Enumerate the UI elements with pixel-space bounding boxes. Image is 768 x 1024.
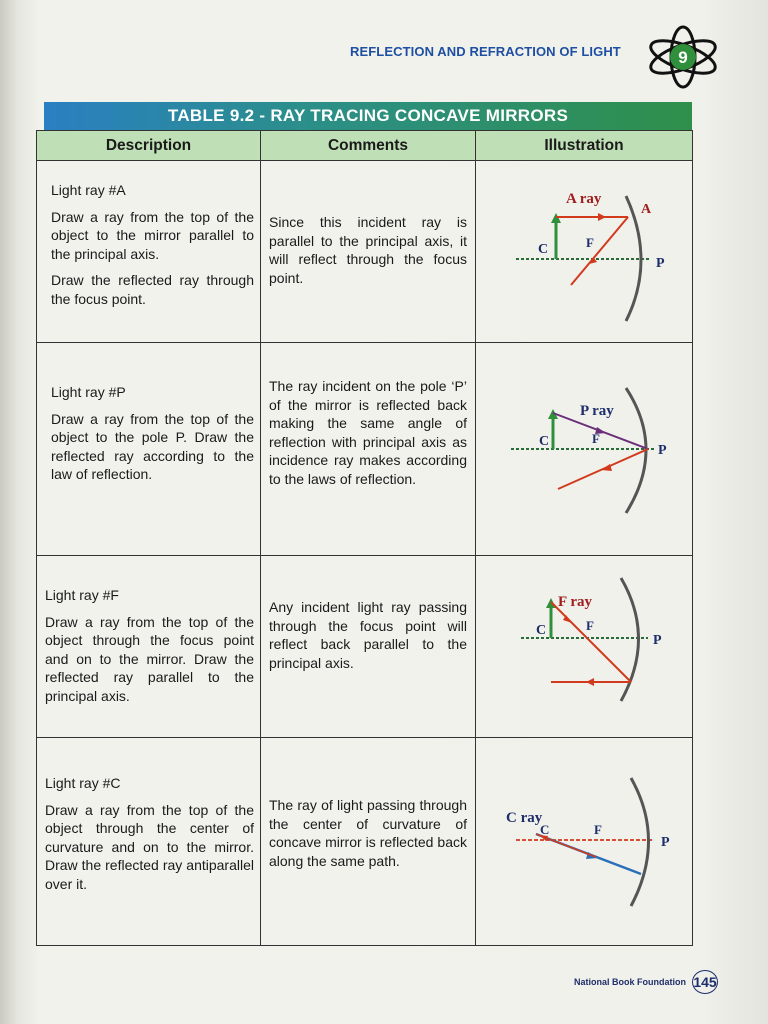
point-c-label: C: [536, 623, 547, 638]
publisher-name: National Book Foundation: [574, 977, 686, 987]
point-a-label: A: [641, 202, 652, 217]
description-text: Draw a ray from the top of the object to the mirror parallel to the principal axis.: [51, 208, 254, 262]
description-text: Draw a ray from the top of the object through the center of curvature and on to the mirror. Draw the reflected ray antiparallel over it.: [45, 801, 254, 892]
ray-diagram-c: [476, 738, 691, 944]
illustration-cell: [476, 556, 693, 738]
chapter-number: 9: [678, 48, 688, 67]
page-footer: [574, 970, 718, 994]
description-text: Draw a ray from the top of the object to the pole P. Draw the reflected ray according to the law of reflection.: [51, 410, 254, 482]
table-row: [37, 738, 693, 946]
column-header-description: Description: [37, 131, 261, 161]
comment-cell: Since this incident ray is parallel to the principal axis, it will reflect through the focus point.: [261, 161, 476, 343]
atom-icon: [645, 24, 721, 90]
comment-cell: The ray incident on the pole ‘P’ of the mirror is reflected back making the same angle of reflection with principal axis as incidence ray makes according to the laws of reflection.: [261, 343, 476, 556]
row-label: Light ray #A: [51, 182, 126, 198]
description-cell: [37, 343, 261, 556]
ray-table-grid: [36, 130, 693, 946]
row-label: Light ray #P: [51, 384, 126, 400]
point-c-label: C: [540, 822, 550, 837]
table-title: TABLE 9.2 - RAY TRACING CONCAVE MIRRORS: [44, 102, 692, 130]
description-cell: [37, 738, 261, 946]
ray-diagram-a: [476, 161, 691, 341]
point-f-label: F: [586, 618, 594, 633]
comment-cell: The ray of light passing through the center of curvature of concave mirror is reflected back along the same path.: [261, 738, 476, 946]
description-text: Draw the reflected ray through the focus point.: [51, 272, 254, 307]
row-label: Light ray #C: [45, 775, 121, 791]
point-p-label: P: [656, 256, 665, 271]
comment-cell: Any incident light ray passing through the focus point will reflect back parallel to the principal axis.: [261, 556, 476, 738]
ray-label: P ray: [580, 403, 614, 419]
point-p-label: P: [653, 633, 662, 648]
description-cell: [37, 161, 261, 343]
table-row: [37, 556, 693, 738]
point-c-label: C: [539, 434, 550, 449]
point-p-label: P: [661, 835, 670, 850]
point-p-label: P: [658, 443, 667, 458]
table-row: [37, 343, 693, 556]
column-header-comments: Comments: [261, 131, 476, 161]
point-f-label: F: [594, 822, 602, 837]
description-cell: [37, 556, 261, 738]
ray-label: C ray: [506, 810, 543, 826]
point-f-label: F: [586, 235, 594, 250]
ray-label: A ray: [566, 191, 602, 207]
illustration-cell: [476, 738, 693, 946]
ray-diagram-f: [476, 556, 691, 736]
page-number: 145: [692, 970, 718, 994]
illustration-cell: [476, 161, 693, 343]
illustration-cell: [476, 343, 693, 556]
point-c-label: C: [538, 242, 549, 257]
ray-diagram-p: [476, 343, 691, 554]
ray-label: F ray: [558, 594, 593, 610]
point-f-label: F: [592, 431, 600, 446]
table-header-row: [37, 131, 693, 161]
description-text: Draw a ray from the top of the object through the focus point and on to the mirror. Draw the reflected ray parallel to the principal axis.: [45, 613, 254, 704]
chapter-title: REFLECTION AND REFRACTION OF LIGHT: [350, 44, 621, 59]
table-row: [37, 161, 693, 343]
row-label: Light ray #F: [45, 587, 119, 603]
column-header-illustration: Illustration: [476, 131, 693, 161]
